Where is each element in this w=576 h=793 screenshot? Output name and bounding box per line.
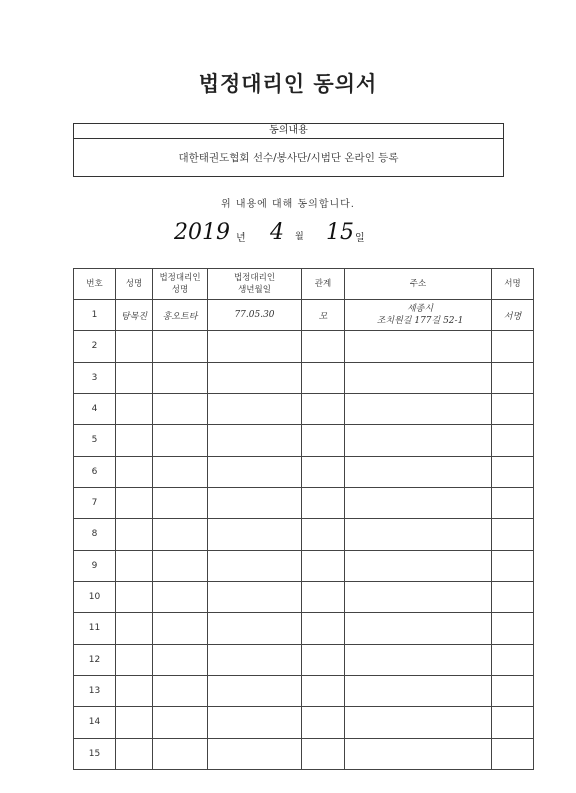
relation: [302, 550, 345, 581]
address: [345, 300, 492, 331]
date-year-label: 년: [236, 233, 246, 244]
consent-content: 대한태권도협회 선수/봉사단/시범단 온라인 등록: [178, 152, 399, 164]
table-row: [74, 675, 534, 706]
table-row: [74, 519, 534, 550]
row-number: 14: [74, 707, 116, 738]
address: [345, 644, 492, 675]
address: [345, 456, 492, 487]
relation: 모: [302, 300, 345, 331]
signature: [492, 550, 534, 581]
table-row: [74, 362, 534, 393]
guardian-birthdate: [208, 613, 302, 644]
address: [345, 581, 492, 612]
participant-name: [116, 644, 153, 675]
relation: [302, 738, 345, 769]
participant-name: [116, 738, 153, 769]
relation: [302, 393, 345, 424]
participant-name: [116, 581, 153, 612]
guardian-name: [153, 738, 208, 769]
relation: [302, 456, 345, 487]
relation: [302, 644, 345, 675]
guardian-name: [153, 707, 208, 738]
signature: [492, 675, 534, 706]
participant-name: [116, 487, 153, 518]
guardian-name: [153, 519, 208, 550]
table-row: [74, 393, 534, 424]
guardian-birthdate: [208, 707, 302, 738]
participant-name: [116, 393, 153, 424]
relation: [302, 675, 345, 706]
row-number: 3: [74, 362, 116, 393]
table-row: [74, 550, 534, 581]
header-guardian-name: [153, 269, 208, 300]
signature: [492, 644, 534, 675]
row-number: 8: [74, 519, 116, 550]
signature: [492, 581, 534, 612]
row-number: 12: [74, 644, 116, 675]
guardian-name: [153, 425, 208, 456]
row-number: 10: [74, 581, 116, 612]
row-number: 9: [74, 550, 116, 581]
relation: [302, 581, 345, 612]
guardian-birthdate: [208, 362, 302, 393]
address: [345, 393, 492, 424]
consent-box: [73, 123, 504, 177]
guardian-name: [153, 456, 208, 487]
signature: [492, 738, 534, 769]
guardian-name: [153, 393, 208, 424]
guardian-name: [153, 362, 208, 393]
guardian-birthdate: [208, 581, 302, 612]
address: [345, 519, 492, 550]
table-row: [74, 738, 534, 769]
table-row: [74, 331, 534, 362]
signature: [492, 362, 534, 393]
date-month-handwritten: 4: [270, 220, 284, 245]
address: [345, 487, 492, 518]
address-line1: 세종시: [406, 304, 434, 315]
address: [345, 738, 492, 769]
guardian-birthdate: [208, 644, 302, 675]
guardian-name: 홍오트타: [153, 300, 208, 331]
participant-name: [116, 456, 153, 487]
header-guardian-name-line2: 성명: [171, 285, 189, 295]
relation: [302, 519, 345, 550]
address: [345, 707, 492, 738]
relation: [302, 425, 345, 456]
guardian-name: [153, 613, 208, 644]
row-number: 6: [74, 456, 116, 487]
guardian-birthdate: [208, 331, 302, 362]
signature: [492, 487, 534, 518]
participant-name: [116, 550, 153, 581]
signature: [492, 425, 534, 456]
table-header-row: [74, 269, 534, 300]
consent-header: 동의내용: [74, 124, 503, 139]
participant-name: [116, 362, 153, 393]
guardian-name: [153, 644, 208, 675]
relation: [302, 362, 345, 393]
date-day-handwritten: 15: [326, 220, 354, 245]
page-title: 법정대리인 동의서: [198, 72, 378, 96]
participant-name: [116, 613, 153, 644]
guardian-birthdate: [208, 425, 302, 456]
guardian-birthdate: [208, 675, 302, 706]
guardian-birthdate: [208, 519, 302, 550]
table-row: [74, 300, 534, 331]
signature: [492, 613, 534, 644]
header-signature: 서명: [492, 269, 534, 300]
header-guardian-birth: [208, 269, 302, 300]
participant-name: 탕목진: [116, 300, 153, 331]
guardian-birthdate: [208, 487, 302, 518]
participant-name: [116, 675, 153, 706]
relation: [302, 331, 345, 362]
signature: [492, 707, 534, 738]
date-day-label: 일: [355, 233, 365, 244]
participant-name: [116, 519, 153, 550]
relation: [302, 487, 345, 518]
address: [345, 331, 492, 362]
row-number: 7: [74, 487, 116, 518]
header-guardian-birth-line2: 생년월일: [238, 285, 271, 295]
row-number: 5: [74, 425, 116, 456]
guardian-birthdate: [208, 393, 302, 424]
table-row: [74, 456, 534, 487]
row-number: 13: [74, 675, 116, 706]
signature: [492, 456, 534, 487]
guardian-birthdate: [208, 456, 302, 487]
address: [345, 550, 492, 581]
table-row: [74, 644, 534, 675]
address: [345, 425, 492, 456]
header-name: 성명: [116, 269, 153, 300]
guardian-name: [153, 581, 208, 612]
participant-name: [116, 707, 153, 738]
header-guardian-birth-line1: 법정대리인: [233, 273, 276, 283]
date-year-handwritten: 2019: [174, 220, 230, 245]
row-number: 11: [74, 613, 116, 644]
table-row: [74, 613, 534, 644]
table-row: [74, 707, 534, 738]
signature: [492, 331, 534, 362]
table-row: [74, 425, 534, 456]
table-row: [74, 487, 534, 518]
participant-name: [116, 331, 153, 362]
signature: [492, 519, 534, 550]
header-guardian-name-line1: 법정대리인: [159, 273, 201, 283]
signature: 서명: [492, 300, 534, 331]
header-no: 번호: [74, 269, 116, 300]
guardian-birthdate: [208, 550, 302, 581]
consent-table: [73, 268, 534, 770]
address-line2: 조치원길 177길 52-1: [376, 316, 464, 327]
relation: [302, 613, 345, 644]
address: [345, 362, 492, 393]
date-row: [0, 220, 576, 250]
row-number: 4: [74, 393, 116, 424]
guardian-name: [153, 331, 208, 362]
guardian-birthdate: 77.05.30: [208, 300, 302, 331]
address: [345, 613, 492, 644]
participant-name: [116, 425, 153, 456]
row-number: 1: [74, 300, 116, 331]
row-number: 15: [74, 738, 116, 769]
guardian-name: [153, 487, 208, 518]
row-number: 2: [74, 331, 116, 362]
header-address: 주소: [345, 269, 492, 300]
header-relation: 관계: [302, 269, 345, 300]
guardian-name: [153, 550, 208, 581]
agree-statement: 위 내용에 대해 동의합니다.: [221, 199, 355, 210]
guardian-birthdate: [208, 738, 302, 769]
signature: [492, 393, 534, 424]
table-row: [74, 581, 534, 612]
relation: [302, 707, 345, 738]
date-month-label: 월: [295, 232, 304, 242]
guardian-name: [153, 675, 208, 706]
address: [345, 675, 492, 706]
